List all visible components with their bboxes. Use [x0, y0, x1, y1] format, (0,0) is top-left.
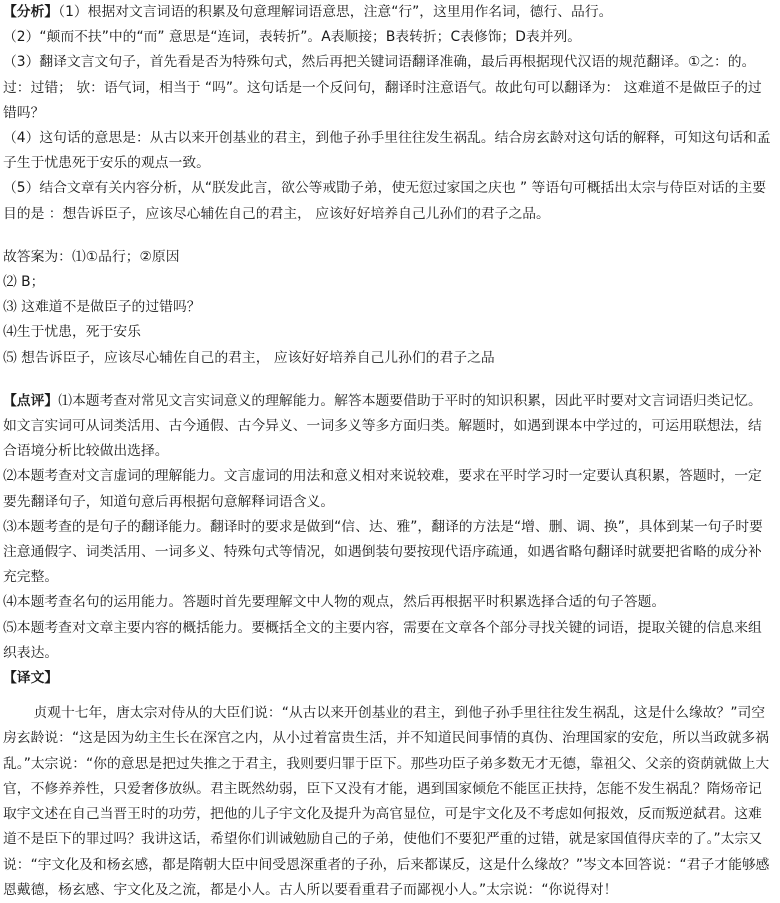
- answer-line-2: ⑵ B；: [3, 274, 45, 291]
- comment-p5: ⑸本题考查对文章主要内容的概括能力。要概括全文的主要内容，需要在文章各个部分寻找关键的词语，提取关键的信息来组织表达。: [3, 619, 762, 661]
- comment-p3: ⑶本题考查的是句子的翻译能力。翻译时的要求是做到“信、达、雅”，翻译的方法是“增、删、调、换”，具体到某一句子时要注意通假字、词类活用、一词多义、特殊句式等情况，如遇倒装句要按现代语序疏通，如遇省略句翻译时就要把省略的成分补充完整。: [3, 518, 763, 586]
- answer-line-1: 故答案为：⑴①品行；②原因: [3, 248, 180, 265]
- analysis-p4: （4）这句话的意思是：从古以来开创基业的君主，到他子孙手里往往发生祸乱。结合房玄龄对这句话的解释，可知这句话和孟子生于忧患死于安乐的观点一致。: [3, 130, 771, 172]
- analysis-p2: （2）“颠而不扶”中的“而” 意思是“连词，表转折”。A表顺接；B表转折；C表修饰；D表并列。: [3, 29, 582, 46]
- analysis-tag: 【分析】: [3, 4, 59, 20]
- comment-p1-text: ⑴本题考查对常见文言实词意义的理解能力。解答本题要借助于平时的知识积累，因此平时要对文言词语归类记忆。如文言实词可从词类活用、古今通假、古今异义、一词多义等多方面归类。解题时，如遇到课本中学过的，可运用联想法，结合语境分析比较做出选择。: [3, 392, 762, 460]
- translation-body: 贞观十七年，唐太宗对侍从的大臣们说：“从古以来开创基业的君主，到他子孙手里往往发生祸乱，这是什么缘故？”司空房玄龄说：“这是因为幼主生长在深宫之内，从小过着富贵生活，并不知道民间事情的真伪、治理国家的安危，所以当政就多祸乱。”太宗说：“你的意思是把过失推之于君主，我则要归罪于臣下。那些功臣子弟多数无才无德，靠祖父、父亲的资荫就做上大官，不修养养性，只爱奢侈放纵。君主既然幼弱，臣下又没有才能，遇到国家倾危不能匡正扶持，怎能不发生祸乱？隋炀帝记取宇文述在自己当晋王时的功劳，把他的儿子宇文化及提升为高官显位，可是宇文化及不考虑如何报效，反而叛逆弑君。这难道不是臣下的罪过吗？我讲这话，希望你们训诫勉励自己的子弟，使他们不要犯严重的过错，就是家国值得庆幸的了。”太宗又说：“宇文化及和杨玄感，都是隋朝大臣中间受恩深重者的子孙，后来都谋反，这是什么缘故？”岑文本回答说：“君子才能够感恩戴德，杨玄感、宇文化及之流，都是小人。古人所以要看重君子而鄙视小人。”太宗说：“你说得对！: [3, 705, 770, 898]
- answer-line-4: ⑷生于忧患，死于安乐: [3, 324, 141, 341]
- watermark: ​: [244, 300, 256, 354]
- comment-tag: 【点评】: [3, 392, 59, 409]
- analysis-p1: [3, 0, 774, 25]
- spacer: [3, 371, 774, 389]
- spacer: [3, 691, 774, 701]
- comment-p2: ⑵本题考查对文言虚词的理解能力。文言虚词的用法和意义相对来说较难，要求在平时学习时一定要认真积累，答题时，一定要先翻译句子，知道句意后再根据句意解释词语含义。: [3, 468, 762, 510]
- answer-line-3: ⑶ 这难道不是做臣子的过错吗？: [3, 299, 201, 316]
- analysis-p5: （5）结合文章有关内容分析，从“朕发此言，欲公等戒勖子弟，使无愆过家国之庆也 ” 等语句可概括出太宗与侍臣对话的主要目的是 ：想告诉臣子，应该尽心辅佐自己的君主， 应该好好培养自己儿孙们的君子之品。: [3, 180, 767, 222]
- analysis-p3: （3）翻译文言文句子，首先看是否为特殊句式，然后再把关键词语翻译准确，最后再根据现代汉语的规范翻译。①之：的。过：过错； 欤：语气词，相当于 “吗”。这句话是一个反问句，翻译时注意语气。故此句可以翻译为： 这难道不是做臣子的过错吗？: [3, 54, 762, 121]
- spacer: [3, 227, 774, 245]
- translation-heading: [3, 666, 774, 691]
- comment-p4: ⑷本题考查名句的运用能力。答题时首先要理解文中人物的观点，然后再根据平时积累选择合适的句子答题。: [3, 594, 666, 611]
- comment-p1: [3, 389, 774, 465]
- answer-line-5: ⑸ 想告诉臣子，应该尽心辅佐自己的君主， 应该好好培养自己儿孙们的君子之品: [3, 349, 495, 366]
- analysis-p1-text: （1）根据对文言词语的积累及句意理解词语意思，注意“行”，这里用作名词，德行、品行。: [58, 4, 613, 20]
- translation-tag: 【译文】: [3, 670, 59, 687]
